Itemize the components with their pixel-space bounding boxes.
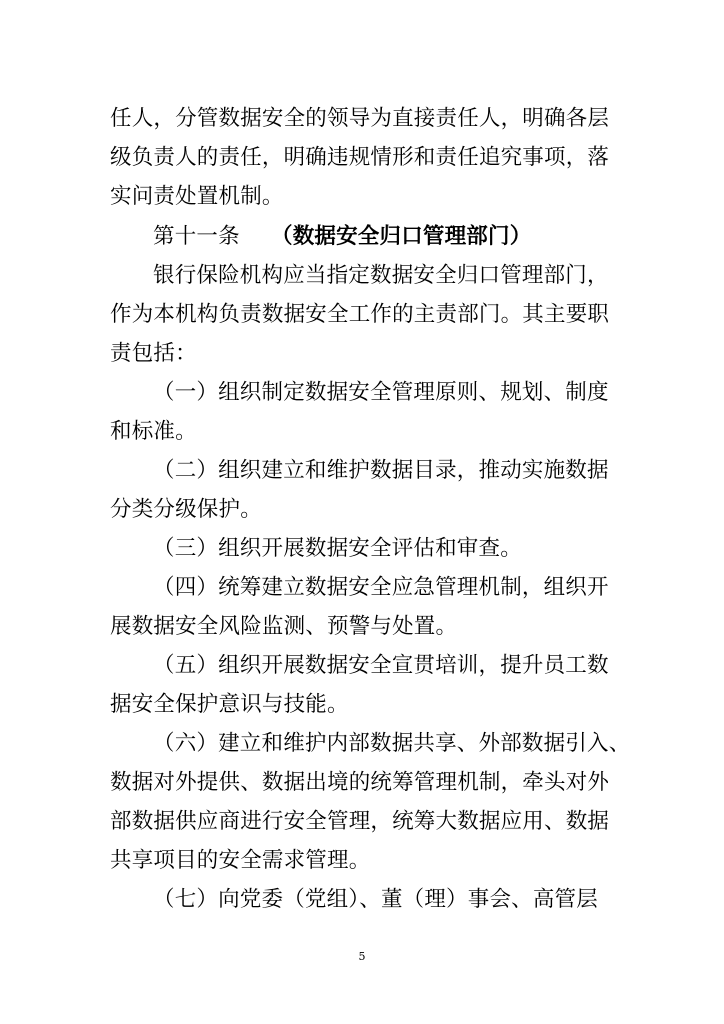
body-line: 银行保险机构应当指定数据安全归口管理部门， [153,263,609,288]
body-line: 责包括： [110,341,197,366]
article-title: （数据安全归口管理部门） [271,224,532,249]
body-line: 实问责处置机制。 [110,184,284,209]
body-line: 部数据供应商进行安全管理，统筹大数据应用、数据 [110,809,610,834]
body-line: 据安全保护意识与技能。 [110,692,349,717]
list-item: （六）建立和维护内部数据共享、外部数据引入、 [153,731,631,756]
body-line: 级负责人的责任，明确违规情形和责任追究事项，落 [110,145,610,170]
body-line: 数据对外提供、数据出境的统筹管理机制，牵头对外 [110,770,610,795]
list-item: （一）组织制定数据安全管理原则、规划、制度 [153,380,609,405]
body-line: 作为本机构负责数据安全工作的主责部门。其主要职 [110,302,610,327]
list-item: （五）组织开展数据安全宣贯培训，提升员工数 [153,653,609,678]
list-item: （七）向党委（党组）、董（理）事会、高管层 [153,887,598,912]
body-line: 展数据安全风险监测、预警与处置。 [110,614,458,639]
article-heading [153,222,633,252]
article-number: 第十一条 [153,224,240,249]
list-item: （二）组织建立和维护数据目录，推动实施数据 [153,458,609,483]
body-line: 任人，分管数据安全的领导为直接责任人，明确各层 [110,106,610,131]
body-line: 共享项目的安全需求管理。 [110,848,371,873]
body-line: 分类分级保护。 [110,497,262,522]
list-item: （四）统筹建立数据安全应急管理机制，组织开 [153,575,609,600]
body-line: 和标准。 [110,419,197,444]
page-number: 5 [358,950,366,963]
list-item: （三）组织开展数据安全评估和审查。 [153,536,522,561]
